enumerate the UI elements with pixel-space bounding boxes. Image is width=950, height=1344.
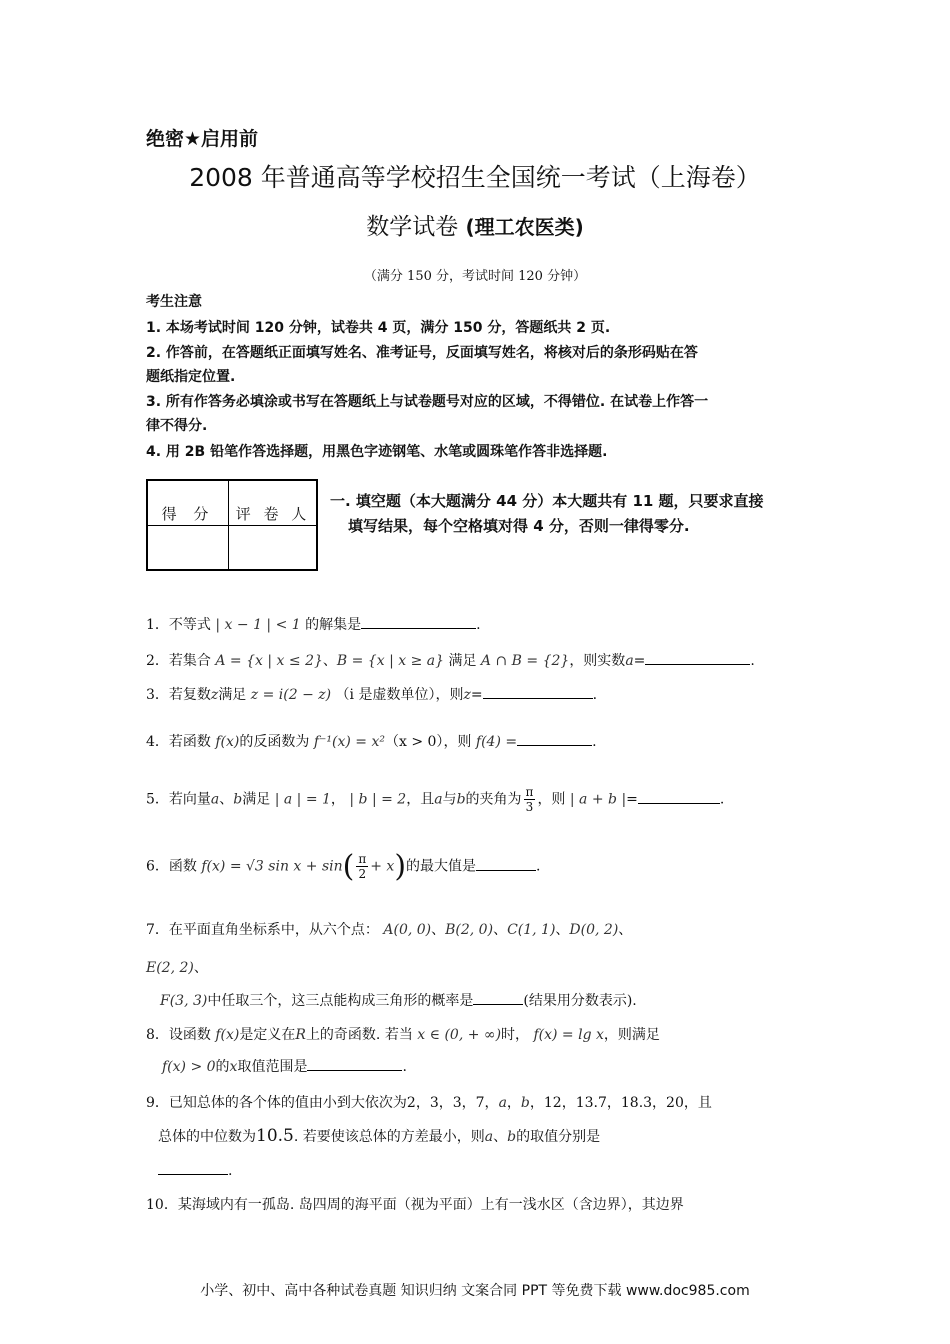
question-7-cont: E(2, 2)、 (146, 960, 208, 976)
subject-title (0, 208, 950, 241)
exam-title: 2008 年普通高等学校招生全国统一考试（上海卷） (189, 163, 761, 192)
question-9-cont: . (158, 1160, 232, 1179)
notice-item: 题纸指定位置. (146, 369, 236, 385)
question-7-cont: F(3, 3)中任取三个，这三点能构成三角形的概率是 (结果用分数表示). (160, 990, 637, 1010)
question-4: 4．若函数 f(x)的反函数为 f⁻¹(x) = x²（x > 0），则 f(4) = . (146, 731, 597, 751)
answer-blank[interactable] (517, 731, 592, 746)
score-label: 得 分 (161, 505, 215, 523)
question-6: 6．函数 f(x) = √3 sin x + sin( $\frac{\pi}{2}$ + x)的最大值是 . (146, 849, 541, 884)
answer-blank[interactable] (638, 789, 720, 804)
score-table (146, 479, 318, 571)
question-9-cont: 总体的中位数为10.5. 若要使该总体的方差最小，则a、b的取值分别是 (158, 1126, 601, 1146)
question-9: 9．已知总体的各个体的值由小到大依次为2，3，3，7，a，b，12，13.7，18.3，20，且 (146, 1095, 712, 1111)
answer-blank[interactable] (483, 684, 593, 699)
full-mark-note: （满分 150 分，考试时间 120 分钟） (363, 269, 587, 284)
notice-heading: 考生注意 (146, 294, 202, 310)
answer-blank[interactable] (307, 1056, 402, 1071)
notice-item: 4. 用 2B 铅笔作答选择题，用黑色字迹钢笔、水笔或圆珠笔作答非选择题. (146, 444, 608, 460)
question-2: 2．若集合 A = {x | x ≤ 2}、B = {x | x ≥ a} 满足 A ∩ B = {2}，则实数a= . (146, 650, 755, 670)
answer-blank[interactable] (476, 856, 536, 871)
notice-item: 3. 所有作答务必填涂或书写在答题纸上与试卷题号对应的区域，不得错位. 在试卷上作答一 (146, 394, 709, 410)
answer-blank[interactable] (473, 990, 523, 1005)
notice-item: 2. 作答前，在答题纸正面填写姓名、准考证号，反面填写姓名，将核对后的条形码贴在答 (146, 345, 698, 361)
fraction-pi-over-3: $\frac{\pi}{3}$ (525, 785, 534, 814)
question-5: 5．若向量a、b满足 | a | = 1， | b | = 2，且a与b的夹角为 $\frac{\pi}{3}$ ，则 | a + b |= . (146, 785, 725, 814)
notice-item: 1. 本场考试时间 120 分钟，试卷共 4 页，满分 150 分，答题纸共 2 页. (146, 320, 611, 336)
answer-blank[interactable] (645, 650, 750, 665)
question-1: 1．不等式 | x − 1 | < 1 的解集是 . (146, 614, 481, 634)
answer-blank[interactable] (158, 1160, 228, 1175)
question-7: 7．在平面直角坐标系中，从六个点： A(0, 0)、B(2, 0)、C(1, 1)、D(0, 2)、 (146, 922, 633, 938)
confidential-label: 绝密★启用前 (146, 128, 259, 150)
question-3: 3．若复数z满足 z = i(2 − z) （i 是虚数单位），则z= . (146, 684, 597, 704)
grader-label: 评 卷 人 (235, 505, 311, 523)
answer-blank[interactable] (361, 614, 476, 629)
footer-note: 小学、初中、高中各种试卷真题 知识归纳 文案合同 PPT 等免费下载 www.doc985.com (200, 1283, 750, 1299)
section-heading: 一. 填空题（本大题满分 44 分）本大题共有 11 题，只要求直接 (330, 492, 764, 510)
subject-track: (理工农医类) (465, 215, 584, 239)
question-10: 10．某海域内有一孤岛. 岛四周的海平面（视为平面）上有一浅水区（含边界），其边界 (146, 1197, 684, 1213)
section-instruction: 填写结果，每个空格填对得 4 分，否则一律得零分. (348, 517, 690, 535)
question-8-cont: f(x) > 0的x取值范围是 . (162, 1056, 407, 1076)
subject-name: 数学试卷 (366, 214, 459, 240)
notice-item: 律不得分. (146, 418, 208, 434)
fraction-pi-over-2: $\frac{\pi}{2}$ (358, 852, 367, 881)
question-8: 8．设函数 f(x)是定义在R上的奇函数. 若当 x ∈ (0, + ∞)时， f(x) = lg x，则满足 (146, 1027, 660, 1043)
